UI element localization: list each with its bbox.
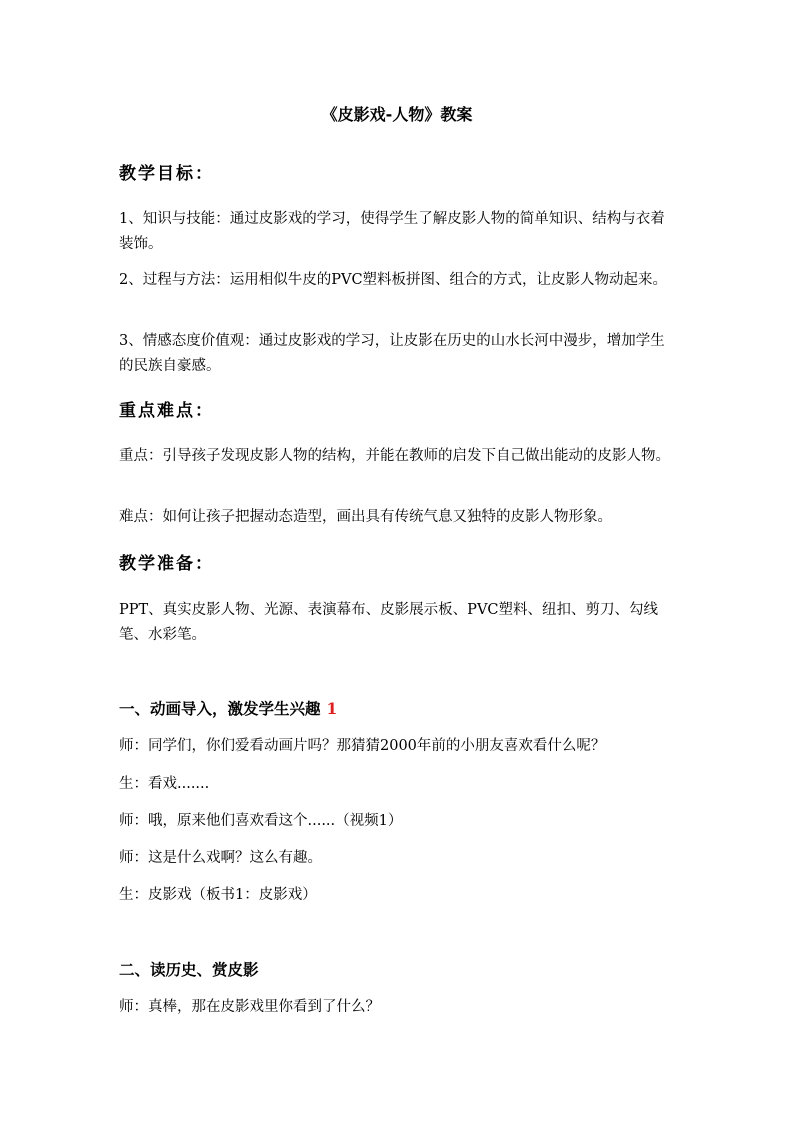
document-title: 《皮影戏-人物》教案	[321, 105, 473, 124]
dialogue-line: 师：真棒，那在皮影戏里你看到了什么？	[119, 999, 380, 1015]
dialogue-line: 生：看戏.......	[119, 776, 210, 792]
section-2-heading: 二、读历史、赏皮影	[119, 960, 259, 979]
key-points-heading: 重点难点：	[119, 401, 214, 421]
goal-item-1: 1、知识与技能：通过皮影戏的学习，使得学生了解皮影人物的简单知识、结构与衣着装饰。	[119, 211, 665, 252]
goals-heading: 教学目标：	[119, 164, 214, 184]
dialogue-line: 生：皮影戏（板书1：皮影戏）	[119, 887, 317, 903]
dialogue-line: 师：这是什么戏啊？这么有趣。	[119, 850, 322, 866]
dialogue-line: 师：哦，原来他们喜欢看这个......（视频1）	[119, 813, 403, 829]
section-1-title: 一、动画导入，激发学生兴趣	[119, 699, 321, 718]
key-point-item: 重点：引导孩子发现皮影人物的结构，并能在教师的启发下自己做出能动的皮影人物。	[119, 448, 670, 464]
section-1-heading	[119, 697, 337, 721]
goal-item-2: 2、过程与方法：运用相似牛皮的PVC塑料板拼图、组合的方式，让皮影人物动起来。	[119, 272, 668, 288]
difficult-point-item: 难点：如何让孩子把握动态造型，画出具有传统气息又独特的皮影人物形象。	[119, 509, 612, 525]
preparation-heading: 教学准备：	[119, 554, 214, 574]
dialogue-line: 师：同学们，你们爱看动画片吗？那猜猜2000年前的小朋友喜欢看什么呢？	[119, 738, 606, 754]
section-1-number: 1	[326, 699, 338, 718]
goal-item-3: 3、情感态度价值观：通过皮影戏的学习，让皮影在历史的山水长河中漫步，增加学生的民族自豪感。	[119, 333, 665, 374]
preparation-text: PPT、真实皮影人物、光源、表演幕布、皮影展示板、PVC塑料、纽扣、剪刀、勾线笔、水彩笔。	[119, 602, 659, 643]
